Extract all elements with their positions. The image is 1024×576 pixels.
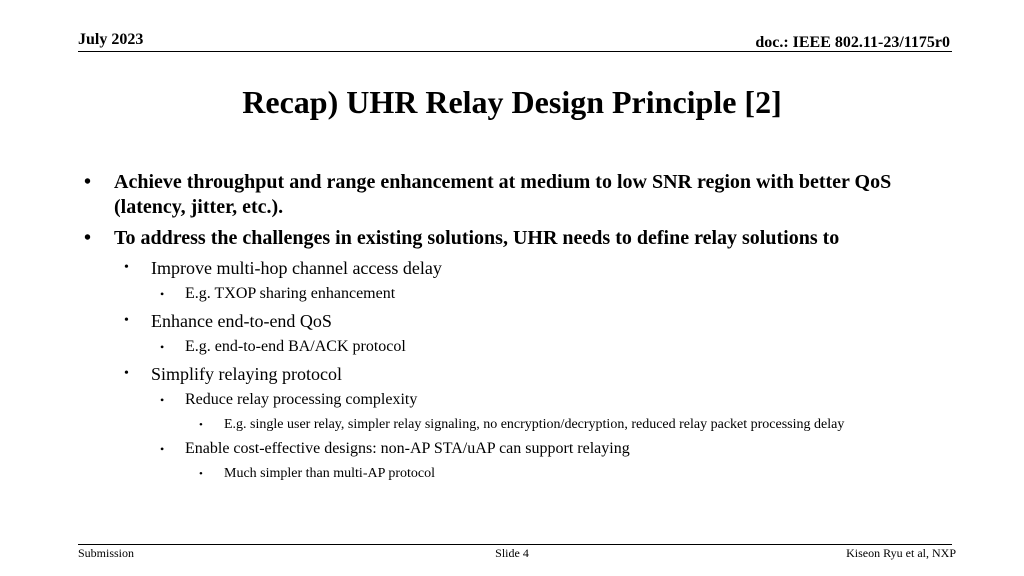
bullet-text: E.g. end-to-end BA/ACK protocol — [185, 338, 406, 355]
sub-sub-bullet-item — [84, 390, 944, 410]
bullet-text: E.g. TXOP sharing enhancement — [185, 285, 396, 302]
sub-bullet-item — [84, 257, 944, 279]
bullet-text: Improve multi-hop channel access delay — [151, 258, 442, 278]
bullet-text: Much simpler than multi-AP protocol — [224, 466, 436, 481]
bullet-icon: • — [160, 442, 165, 456]
header-date: July 2023 — [78, 31, 144, 48]
bullet-icon: • — [160, 393, 165, 407]
level4-bullet-item — [84, 465, 944, 483]
sub-sub-bullet-item — [84, 439, 944, 459]
bullet-icon: • — [84, 227, 92, 249]
slide-content — [84, 170, 944, 488]
bullet-item — [84, 170, 944, 220]
footer-slide-number: Slide 4 — [495, 546, 529, 560]
bullet-icon: • — [84, 171, 92, 193]
sub-bullet-item — [84, 363, 944, 385]
footer-author: Kiseon Ryu et al, NXP — [846, 546, 956, 560]
footer-divider — [78, 544, 952, 545]
bullet-icon: • — [124, 260, 129, 275]
sub-sub-bullet-item — [84, 284, 944, 304]
level4-bullet-item — [84, 416, 944, 434]
sub-bullet-item — [84, 310, 944, 332]
footer-submission: Submission — [78, 546, 135, 560]
header-doc-id: doc.: IEEE 802.11-23/1175r0 — [755, 34, 950, 51]
bullet-icon: • — [160, 287, 165, 301]
bullet-text: Enhance end-to-end QoS — [151, 311, 332, 331]
slide-title: Recap) UHR Relay Design Principle [2] — [242, 84, 782, 120]
bullet-text: Simplify relaying protocol — [151, 364, 342, 384]
bullet-text: E.g. single user relay, simpler relay signaling, no encryption/decryption, reduced relay packet processing delay — [224, 417, 845, 432]
bullet-icon: • — [199, 468, 203, 480]
bullet-icon: • — [124, 366, 129, 381]
bullet-text: Reduce relay processing complexity — [185, 391, 418, 408]
bullet-text: Achieve throughput and range enhancement at medium to low SNR region with better QoS (latency, jitter, etc.). — [114, 171, 892, 218]
sub-sub-bullet-item — [84, 337, 944, 357]
header-divider — [78, 51, 952, 52]
bullet-item — [84, 226, 944, 251]
bullet-text: Enable cost-effective designs: non-AP STA/uAP can support relaying — [185, 440, 630, 457]
bullet-text: To address the challenges in existing solutions, UHR needs to define relay solutions to — [114, 227, 840, 249]
bullet-icon: • — [124, 313, 129, 328]
bullet-icon: • — [160, 340, 165, 354]
bullet-icon: • — [199, 419, 203, 431]
